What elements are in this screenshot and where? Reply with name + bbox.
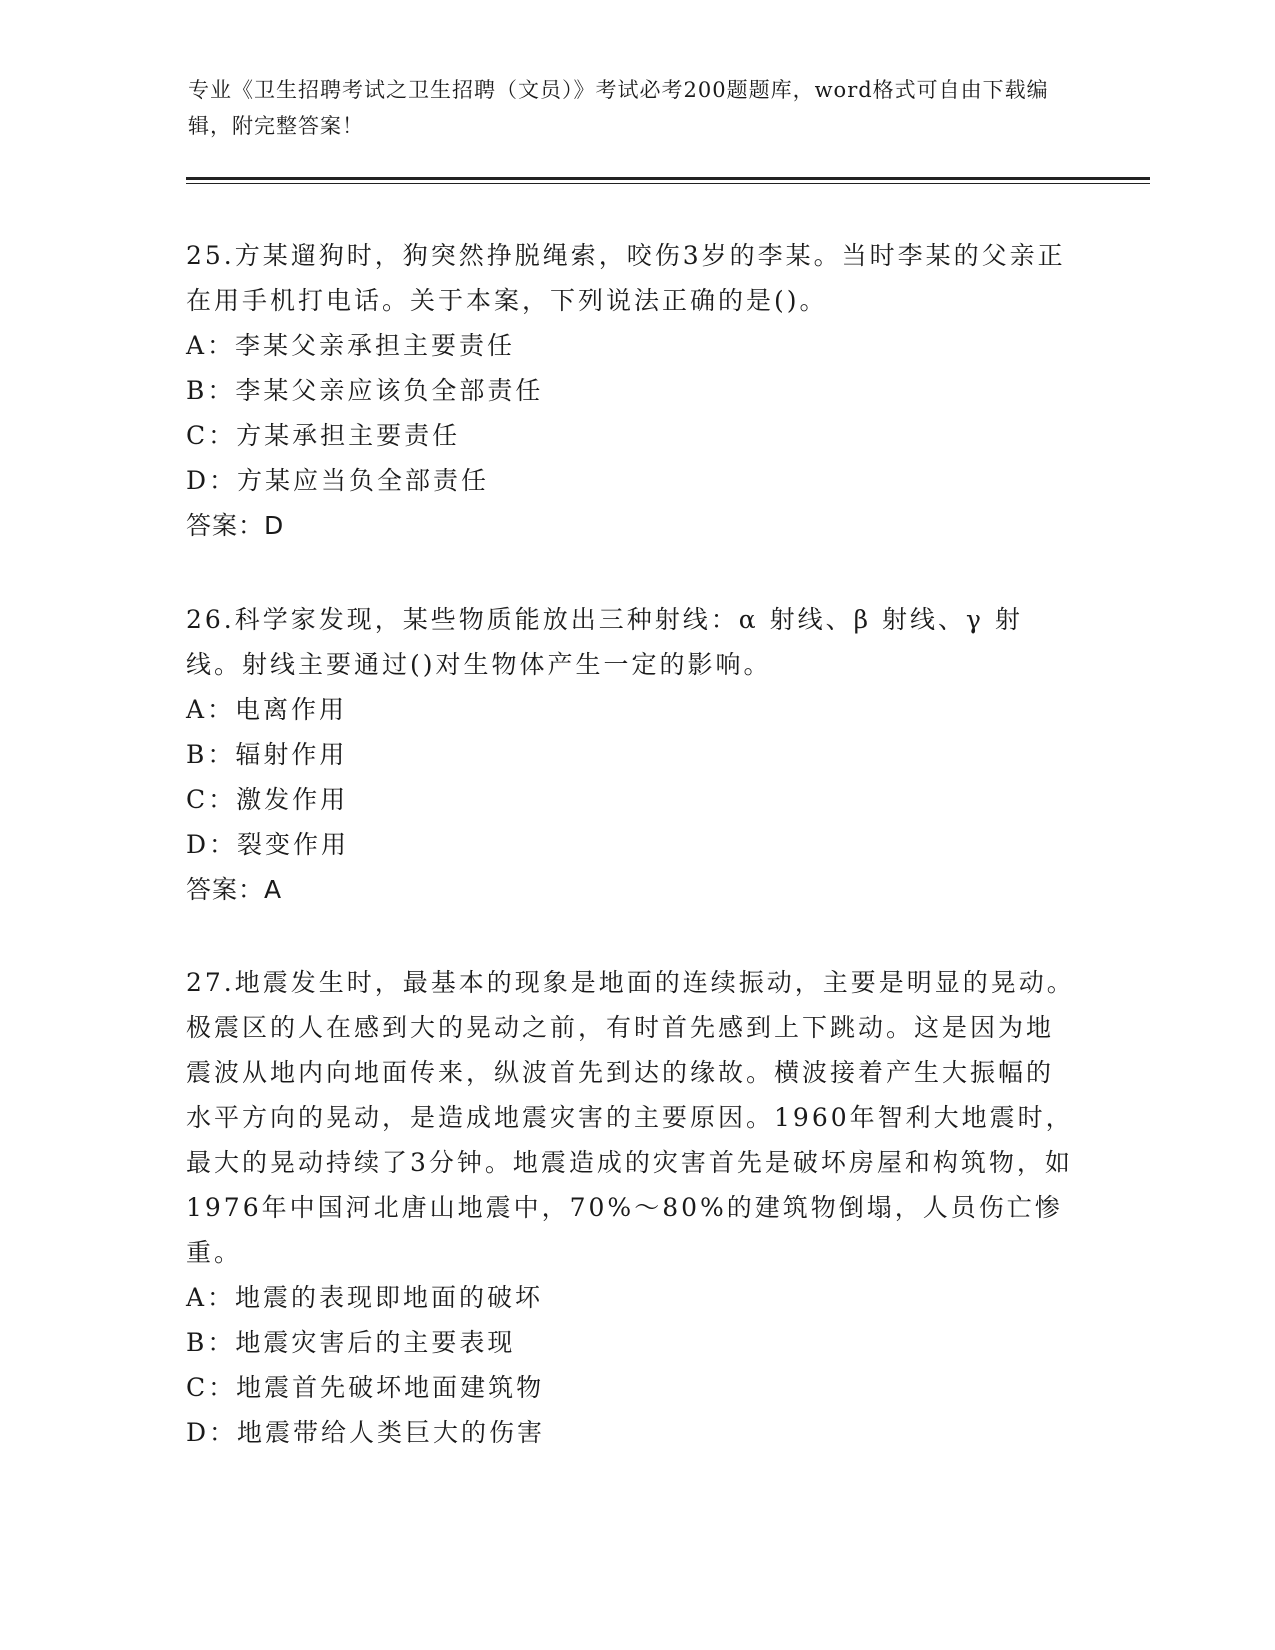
answer-line: 答案：A: [186, 875, 283, 904]
question-stem: 27.地震发生时，最基本的现象是地面的连续振动，主要是明显的晃动。极震区的人在感到大的晃动之前，有时首先感到上下跳动。这是因为地震波从地内向地面传来，纵波首先到达的缘故。横波接着产生大振幅的水平方向的晃动，是造成地震灾害的主要原因。1960年智利大地震时，最大的晃动持续了3分钟。地震造成的灾害首先是破坏房屋和构筑物，如1976年中国河北唐山地震中，70%～80%的建筑物倒塌，人员伤亡惨重。: [186, 968, 1075, 1267]
header-divider-thick: [186, 177, 1150, 180]
option-b: B：李某父亲应该负全部责任: [186, 376, 544, 405]
option-d: D：方某应当负全部责任: [186, 466, 490, 495]
question-25: [186, 233, 1076, 548]
header-divider-thin: [186, 183, 1150, 184]
question-stem: 25.方某遛狗时，狗突然挣脱绳索，咬伤3岁的李某。当时李某的父亲正在用手机打电话。关于本案，下列说法正确的是()。: [186, 241, 1066, 315]
question-27: [186, 960, 1076, 1455]
option-b: B：地震灾害后的主要表现: [186, 1328, 516, 1357]
option-d: D：地震带给人类巨大的伤害: [186, 1418, 546, 1447]
option-c: C：方某承担主要责任: [186, 421, 461, 450]
question-26: [186, 597, 1076, 912]
option-c: C：激发作用: [186, 785, 349, 814]
answer-line: 答案：D: [186, 511, 285, 540]
option-c: C：地震首先破坏地面建筑物: [186, 1373, 545, 1402]
question-stem: 26.科学家发现，某些物质能放出三种射线：α 射线、β 射线、γ 射线。射线主要通过()对生物体产生一定的影响。: [186, 605, 1023, 679]
option-d: D：裂变作用: [186, 830, 350, 859]
option-a: A：电离作用: [186, 695, 348, 724]
page-header: 专业《卫生招聘考试之卫生招聘（文员）》考试必考200题题库，word格式可自由下载编辑，附完整答案！: [188, 78, 1049, 138]
option-b: B：辐射作用: [186, 740, 348, 769]
option-a: A：地震的表现即地面的破坏: [186, 1283, 544, 1312]
option-a: A：李某父亲承担主要责任: [186, 331, 516, 360]
